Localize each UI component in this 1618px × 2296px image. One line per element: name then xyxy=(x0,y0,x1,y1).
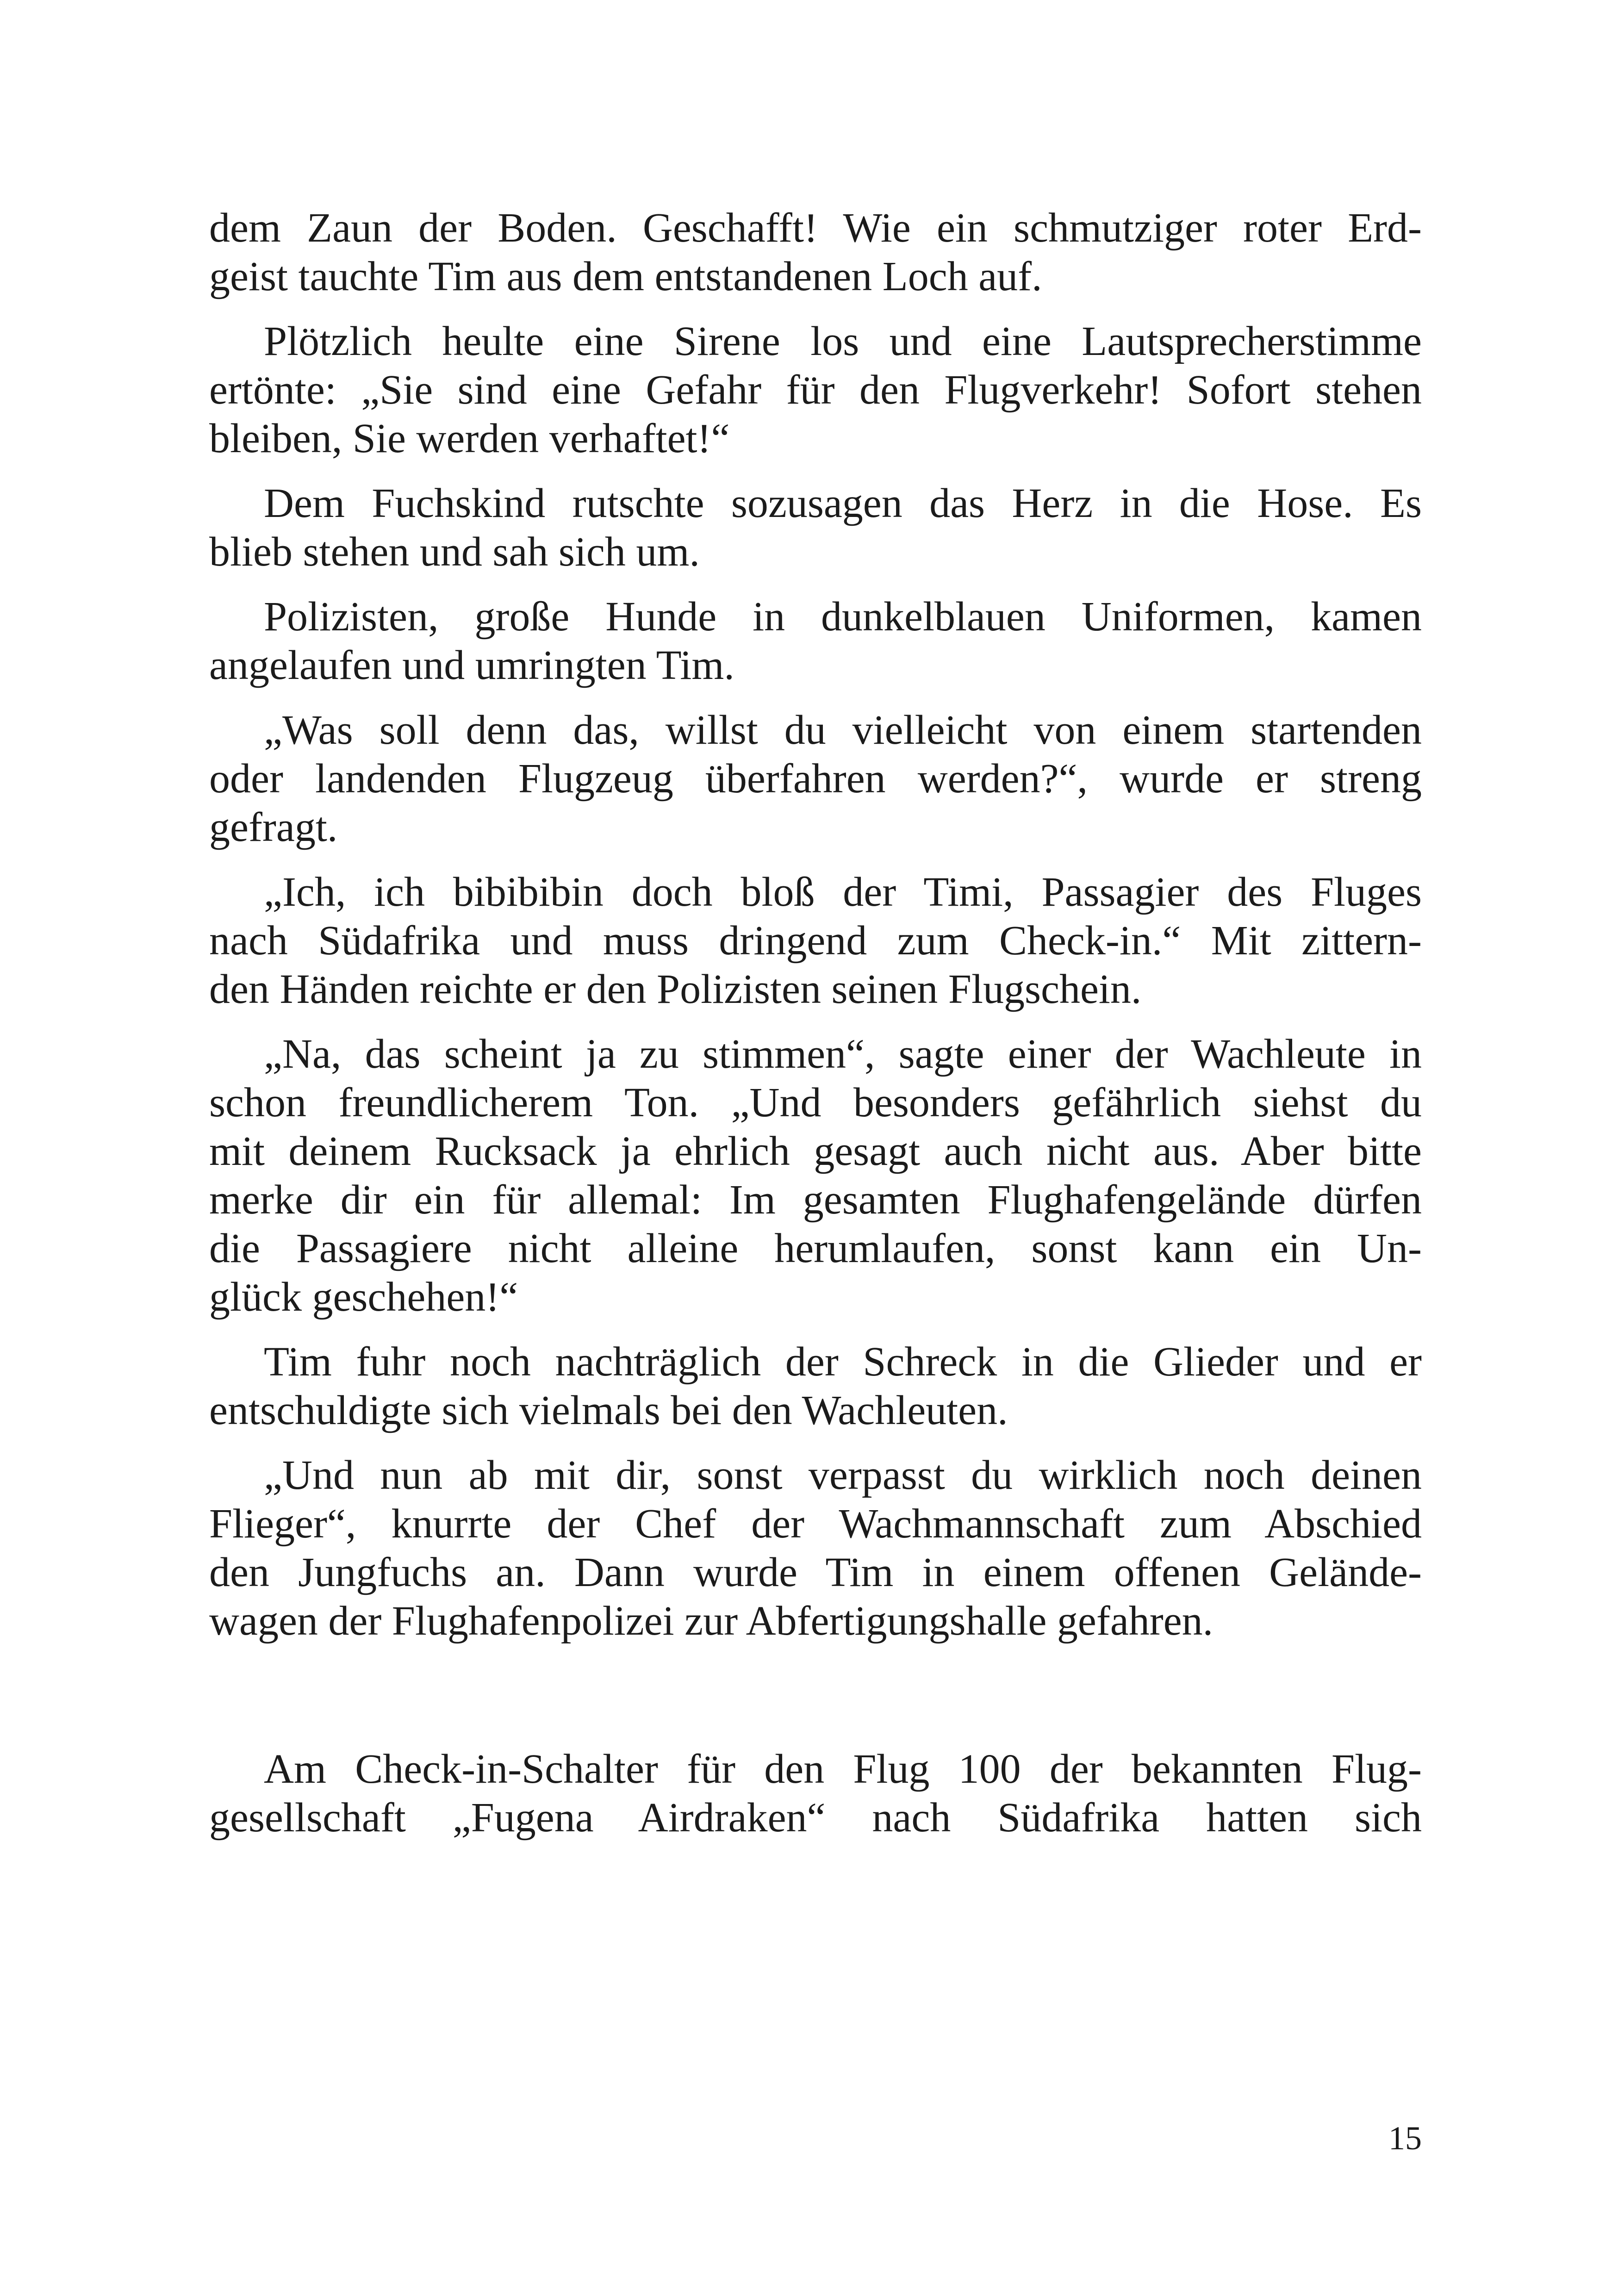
text-line: oder landenden Flugzeug überfahren werden?“, wurde er streng xyxy=(209,756,1422,802)
text-line: Flieger“, knurrte der Chef der Wachmannschaft zum Abschied xyxy=(209,1501,1422,1547)
text-line: gefragt. xyxy=(209,804,338,850)
text-line: Tim fuhr noch nachträglich der Schreck in die Glieder und er xyxy=(264,1339,1422,1385)
text-line: Dem Fuchskind rutschte sozusagen das Herz in die Hose. Es xyxy=(264,480,1422,526)
paragraph xyxy=(209,706,1422,852)
paragraph xyxy=(209,1451,1422,1645)
paragraph xyxy=(209,1745,1422,1842)
text-line: ertönte: „Sie sind eine Gefahr für den Flugverkehr! Sofort stehen xyxy=(209,367,1422,413)
text-line: glück geschehen!“ xyxy=(209,1274,518,1320)
text-line: „Und nun ab mit dir, sonst verpasst du wirklich noch deinen xyxy=(264,1452,1422,1498)
paragraph xyxy=(209,592,1422,690)
text-line: geist tauchte Tim aus dem entstandenen Loch auf. xyxy=(209,254,1042,299)
text-line: gesellschaft „Fugena Airdraken“ nach Südafrika hatten sich xyxy=(209,1795,1422,1841)
text-line: blieb stehen und sah sich um. xyxy=(209,529,700,575)
paragraph xyxy=(209,317,1422,463)
text-line: die Passagiere nicht alleine herumlaufen, sonst kann ein Un- xyxy=(209,1226,1422,1271)
text-line: mit deinem Rucksack ja ehrlich gesagt auch nicht aus. Aber bitte xyxy=(209,1128,1422,1174)
text-line: dem Zaun der Boden. Geschafft! Wie ein schmutziger roter Erd- xyxy=(209,205,1422,251)
text-line: Plötzlich heulte eine Sirene los und eine Lautsprecherstimme xyxy=(264,318,1422,364)
text-line: schon freundlicherem Ton. „Und besonders gefährlich siehst du xyxy=(209,1080,1422,1126)
text-line: wagen der Flughafenpolizei zur Abfertigungshalle gefahren. xyxy=(209,1598,1214,1644)
paragraph xyxy=(209,1030,1422,1321)
paragraph xyxy=(209,1338,1422,1435)
text-line: „Na, das scheint ja zu stimmen“, sagte einer der Wachleute in xyxy=(264,1031,1422,1077)
text-line: Polizisten, große Hunde in dunkelblauen Uniformen, kamen xyxy=(264,594,1422,640)
text-line: den Händen reichte er den Polizisten seinen Flugschein. xyxy=(209,966,1142,1012)
text-line: „Was soll denn das, willst du vielleicht von einem startenden xyxy=(264,707,1422,753)
paragraph xyxy=(209,479,1422,576)
text-line: bleiben, Sie werden verhaftet!“ xyxy=(209,416,730,461)
text-line: den Jungfuchs an. Dann wurde Tim in einem offenen Gelände- xyxy=(209,1549,1422,1595)
text-line: nach Südafrika und muss dringend zum Check-in.“ Mit zittern- xyxy=(209,918,1422,964)
page-number: 15 xyxy=(1388,2120,1422,2157)
text-line: angelaufen und umringten Tim. xyxy=(209,642,734,688)
text-line: merke dir ein für allemal: Im gesamten Flughafengelände dürfen xyxy=(209,1177,1422,1223)
text-line: Am Check-in-Schalter für den Flug 100 der bekannten Flug- xyxy=(264,1746,1422,1792)
paragraph xyxy=(209,868,1422,1014)
text-line: entschuldigte sich vielmals bei den Wachleuten. xyxy=(209,1388,1008,1433)
text-line: „Ich, ich bibibibin doch bloß der Timi, Passagier des Fluges xyxy=(264,869,1422,915)
body-text xyxy=(209,204,1422,1842)
scene-break xyxy=(209,1645,1422,1745)
paragraph xyxy=(209,204,1422,301)
